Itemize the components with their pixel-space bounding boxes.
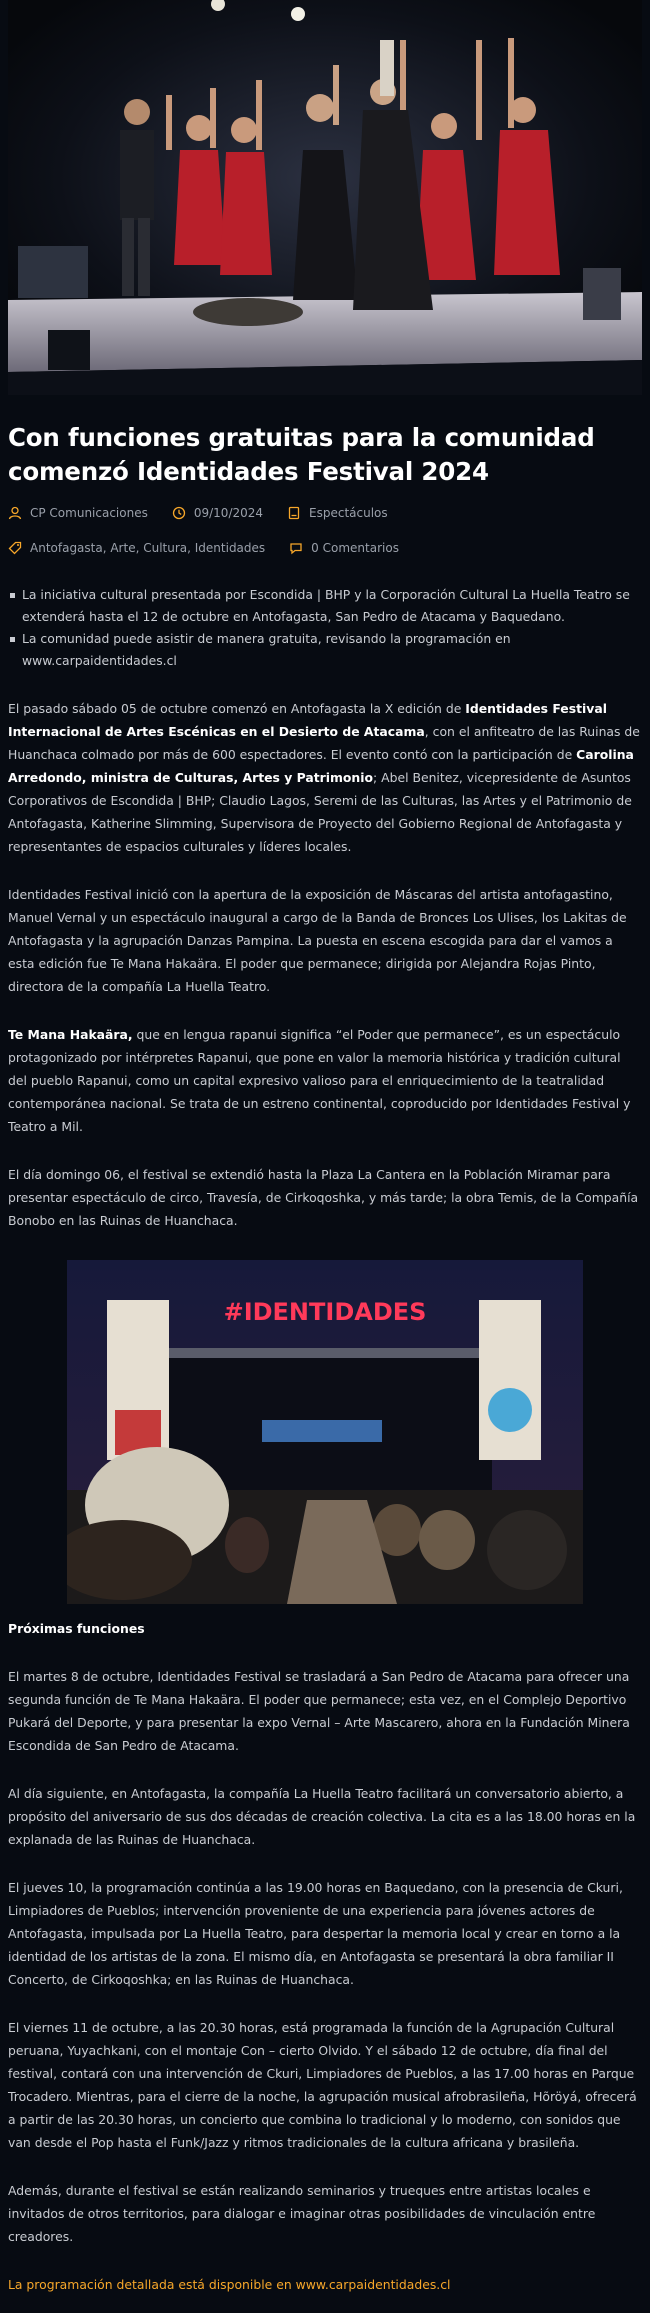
- article-title: Con funciones gratuitas para la comunidad comenzó Identidades Festival 2024: [8, 423, 595, 486]
- paragraph-9: Además, durante el festival se están realizando seminarios y trueques entre artistas locales e invitados de otros territorios, para dialogar e imaginar otras posibilidades de vinculación entre creadores.: [8, 2183, 596, 2244]
- comments-link[interactable]: 0 Comentarios: [311, 541, 399, 555]
- minister-name: Carolina Arredondo, ministra de Culturas, Artes y Patrimonio: [8, 747, 634, 785]
- festival-sign: #IDENTIDADES: [223, 1298, 427, 1326]
- paragraph-7: El jueves 10, la programación continúa a las 19.00 horas en Baquedano, con la presencia de Ckuri, Limpiadores de Pueblos; intervención proveniente de una experiencia para jóvenes actores de Antofagasta, impulsada por La Huella Teatro, para despertar la memoria local y crear en torno a la identidad de los artistas de la zona. El mismo día, en Antofagasta se presentará la obra familiar II Concerto, de Cirkoqoshka; en las Ruinas de Huanchaca.: [8, 1880, 623, 1987]
- paragraph-text: ; Abel Benitez, vicepresidente de Asuntos Corporativos de Escondida | BHP; Claudio Lagos, Seremi de las Culturas, las Artes y el Patrimonio de Antofagasta, Katherine Slimming, Supervisora de Proyecto del Gobierno Regional de Antofagasta y representantes de espacios culturales y líderes locales.: [8, 770, 632, 854]
- tag-icon: [8, 541, 22, 555]
- author-link[interactable]: CP Comunicaciones: [30, 506, 148, 520]
- meta-date: [172, 506, 263, 520]
- summary-list: [8, 584, 642, 672]
- meta-row-secondary: [8, 538, 642, 558]
- paragraph-text: , con el anfiteatro de las Ruinas de Huanchaca colmado por más de 600 espectadores. El evento contó con la participación de: [8, 724, 640, 762]
- comment-icon: [289, 541, 303, 555]
- meta-comments[interactable]: [289, 541, 399, 555]
- paragraph-6: Al día siguiente, en Antofagasta, la compañía La Huella Teatro facilitará un conversatorio abierto, a propósito del aniversario de sus dos décadas de creación colectiva. La cita es a las 18.00 horas en la explanada de las Ruinas de Huanchaca.: [8, 1786, 636, 1847]
- summary-item: La iniciativa cultural presentada por Escondida | BHP y la Corporación Cultural La Huella Teatro se extenderá hasta el 12 de octubre en Antofagasta, San Pedro de Atacama y Baquedano.: [22, 584, 642, 628]
- paragraph-10: [8, 2273, 642, 2296]
- paragraph-5: El martes 8 de octubre, Identidades Festival se trasladará a San Pedro de Atacama para ofrecer una segunda función de Te Mana Hakaära. El poder que permanece; esta vez, en el Complejo Deportivo Pukará del Deporte, y para presentar la expo Vernal – Arte Mascarero, ahora en la Fundación Minera Escondida de San Pedro de Atacama.: [8, 1669, 630, 1753]
- meta-author[interactable]: [8, 506, 148, 520]
- meta-category[interactable]: [287, 506, 388, 520]
- paragraph-4: El día domingo 06, el festival se extendió hasta la Plaza La Cantera en la Población Miramar para presentar espectáculo de circo, Travesía, de Cirkoqoshka, y más tarde; la obra Temis, de la Compañía Bonobo en las Ruinas de Huanchaca.: [8, 1167, 639, 1228]
- date-text: 09/10/2024: [193, 506, 264, 520]
- meta-tags[interactable]: [8, 541, 265, 555]
- show-name: Te Mana Hakaära,: [8, 1027, 133, 1042]
- summary-item: [22, 628, 642, 672]
- paragraph-8: El viernes 11 de octubre, a las 20.30 horas, está programada la función de la Agrupación Cultural peruana, Yuyachkani, con el montaje Con – cierto Olvido. Y el sábado 12 de octubre, día final del festival, contará con una intervención de Ckuri, Limpiadores de Pueblos, a las 17.00 horas en Parque Trocadero. Mientras, para el cierre de la noche, la agrupación musical afrobrasileña, Hõröyá, ofrecerá a partir de las 20.30 horas, un concierto que combina lo tradicional y lo moderno, con sonidos que van desde el Pop hasta el Funk/Jazz y ritmos tradicionales de la cultura africana y brasileña.: [8, 2020, 637, 2150]
- paragraph-text: que en lengua rapanui significa “el Poder que permanece”, es un espectáculo protagonizado por intérpretes Rapanui, que pone en valor la memoria histórica y tradición cultural del pueblo Rapanui, como un capital expresivo valioso para el enriquecimiento de la teatralidad contemporánea nacional. Se trata de un estreno continental, coproducido por Identidades Festival y Teatro a Mil.: [8, 1027, 631, 1134]
- user-icon: [8, 506, 22, 520]
- folder-icon: [287, 506, 301, 520]
- paragraph-2: Identidades Festival inició con la apertura de la exposición de Máscaras del artista antofagastino, Manuel Vernal y un espectáculo inaugural a cargo de la Banda de Bronces Los Ulises, los Lakitas de Antofagasta y la agrupación Danzas Pampina. La puesta en escena escogida para dar el vamos a esta edición fue Te Mana Hakaära. El poder que permanece; dirigida por Alejandra Rojas Pinto, directora de la compañía La Huella Teatro.: [8, 887, 627, 994]
- category-link[interactable]: Espectáculos: [309, 506, 388, 520]
- clock-icon: [172, 506, 186, 520]
- paragraph-3: [8, 1023, 642, 1138]
- program-text: La programación detallada está disponible en: [8, 2277, 296, 2292]
- section-heading: Próximas funciones: [8, 1621, 145, 1636]
- festival-name: Identidades Festival Internacional de Artes Escénicas en el Desierto de Atacama: [8, 701, 607, 739]
- paragraph-text: El pasado sábado 05 de octubre comenzó en Antofagasta la X edición de: [8, 701, 466, 716]
- hero-image: [8, 0, 642, 395]
- meta-row-primary: [8, 503, 642, 523]
- paragraph-1: [8, 697, 642, 858]
- tags-links[interactable]: Antofagasta, Arte, Cultura, Identidades: [30, 541, 266, 555]
- summary-site-link[interactable]: www.carpaidentidades.cl: [22, 653, 177, 668]
- program-link[interactable]: www.carpaidentidades.cl: [295, 2277, 451, 2292]
- festival-photo: [67, 1260, 583, 1604]
- summary-item-text: La comunidad puede asistir de manera gratuita, revisando la programación en: [22, 631, 511, 646]
